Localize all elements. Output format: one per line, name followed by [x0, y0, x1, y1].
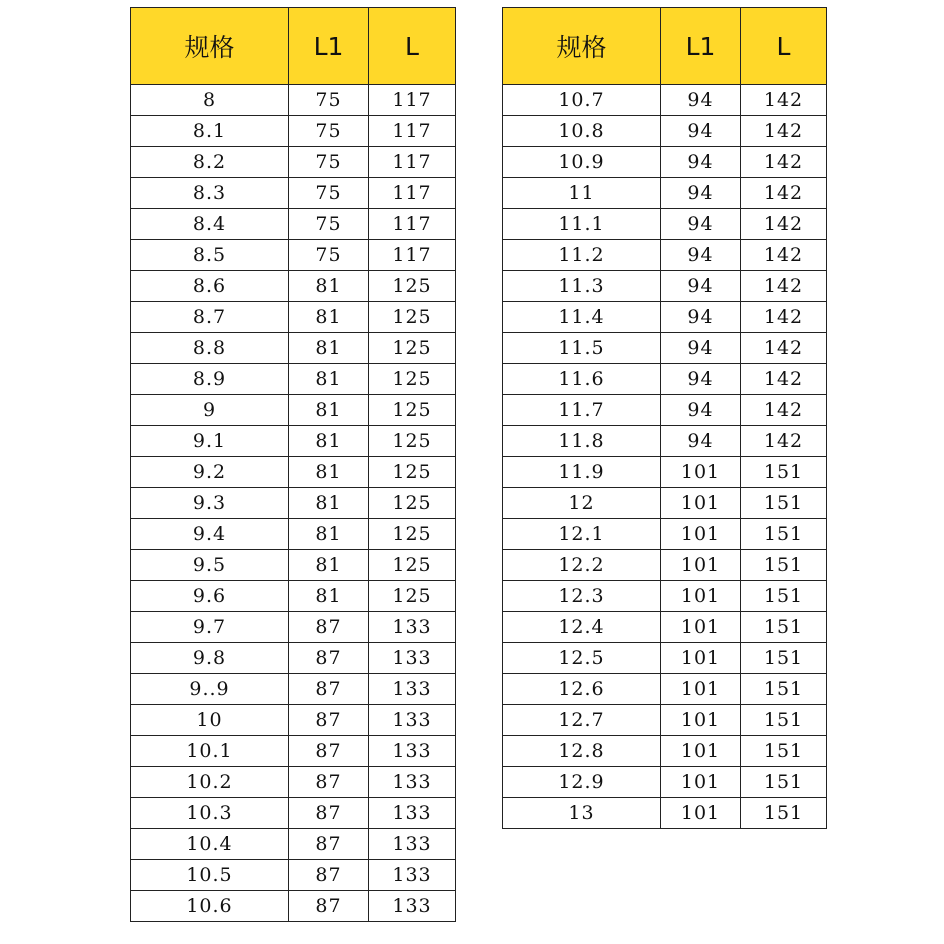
cell-l1: 87	[289, 674, 369, 705]
cell-spec: 12.3	[503, 581, 661, 612]
cell-l: 133	[369, 643, 456, 674]
cell-l: 125	[369, 302, 456, 333]
table-row	[503, 147, 827, 178]
table-row	[131, 302, 456, 333]
cell-l: 151	[741, 550, 827, 581]
cell-l: 142	[741, 147, 827, 178]
cell-l: 125	[369, 395, 456, 426]
cell-l: 117	[369, 209, 456, 240]
cell-spec: 11.1	[503, 209, 661, 240]
cell-spec: 9.2	[131, 457, 289, 488]
cell-l: 133	[369, 891, 456, 922]
table-row	[131, 333, 456, 364]
cell-spec: 9.3	[131, 488, 289, 519]
table-row	[131, 426, 456, 457]
cell-spec: 8.1	[131, 116, 289, 147]
table-row	[503, 178, 827, 209]
cell-spec: 11.5	[503, 333, 661, 364]
table-row	[503, 240, 827, 271]
cell-l1: 101	[661, 581, 741, 612]
table-row	[503, 550, 827, 581]
cell-spec: 10.9	[503, 147, 661, 178]
table-row	[131, 581, 456, 612]
cell-spec: 8.2	[131, 147, 289, 178]
cell-spec: 12.4	[503, 612, 661, 643]
table-row	[503, 488, 827, 519]
cell-l: 125	[369, 426, 456, 457]
cell-l: 125	[369, 519, 456, 550]
cell-l: 142	[741, 209, 827, 240]
cell-spec: 10.5	[131, 860, 289, 891]
cell-l: 151	[741, 767, 827, 798]
cell-l1: 87	[289, 829, 369, 860]
table-row	[503, 302, 827, 333]
table-row	[503, 705, 827, 736]
cell-l: 125	[369, 333, 456, 364]
cell-l: 125	[369, 457, 456, 488]
cell-spec: 9.8	[131, 643, 289, 674]
table-body-right	[503, 85, 827, 829]
table-row	[131, 209, 456, 240]
cell-l: 151	[741, 798, 827, 829]
cell-l1: 81	[289, 302, 369, 333]
table-row	[131, 116, 456, 147]
cell-l1: 101	[661, 674, 741, 705]
header-spec: 规格	[503, 8, 661, 85]
cell-spec: 12.2	[503, 550, 661, 581]
cell-l: 151	[741, 705, 827, 736]
cell-l1: 87	[289, 891, 369, 922]
cell-l: 151	[741, 581, 827, 612]
cell-spec: 12.5	[503, 643, 661, 674]
header-l: L	[369, 8, 456, 85]
table-row	[131, 829, 456, 860]
cell-l: 133	[369, 798, 456, 829]
header-spec: 规格	[131, 8, 289, 85]
cell-spec: 8.3	[131, 178, 289, 209]
cell-l1: 87	[289, 860, 369, 891]
cell-spec: 8.6	[131, 271, 289, 302]
table-row	[131, 488, 456, 519]
header-l1: L1	[289, 8, 369, 85]
cell-l1: 94	[661, 426, 741, 457]
cell-spec: 9	[131, 395, 289, 426]
cell-l: 125	[369, 271, 456, 302]
table-row	[503, 333, 827, 364]
cell-spec: 13	[503, 798, 661, 829]
cell-l1: 81	[289, 519, 369, 550]
cell-spec: 10.6	[131, 891, 289, 922]
cell-l1: 81	[289, 550, 369, 581]
cell-l1: 94	[661, 302, 741, 333]
cell-l1: 87	[289, 798, 369, 829]
cell-l1: 101	[661, 767, 741, 798]
cell-spec: 8.8	[131, 333, 289, 364]
table-row	[131, 519, 456, 550]
table-row	[503, 767, 827, 798]
cell-spec: 9.1	[131, 426, 289, 457]
cell-l1: 94	[661, 147, 741, 178]
cell-spec: 11.3	[503, 271, 661, 302]
cell-spec: 11.4	[503, 302, 661, 333]
cell-spec: 8.9	[131, 364, 289, 395]
cell-spec: 9..9	[131, 674, 289, 705]
table-row	[131, 395, 456, 426]
cell-spec: 10.3	[131, 798, 289, 829]
spec-table-right	[502, 7, 827, 829]
cell-l: 117	[369, 116, 456, 147]
cell-l1: 75	[289, 178, 369, 209]
cell-l1: 81	[289, 488, 369, 519]
cell-l1: 81	[289, 333, 369, 364]
cell-l1: 101	[661, 736, 741, 767]
table-row	[503, 612, 827, 643]
header-l: L	[741, 8, 827, 85]
cell-l: 133	[369, 829, 456, 860]
cell-l: 142	[741, 116, 827, 147]
cell-spec: 9.6	[131, 581, 289, 612]
cell-l1: 94	[661, 395, 741, 426]
cell-l: 142	[741, 364, 827, 395]
cell-l1: 87	[289, 612, 369, 643]
cell-l: 133	[369, 705, 456, 736]
table-row	[131, 178, 456, 209]
cell-spec: 9.4	[131, 519, 289, 550]
cell-l: 142	[741, 178, 827, 209]
table-row	[131, 705, 456, 736]
cell-l: 133	[369, 767, 456, 798]
cell-l1: 81	[289, 426, 369, 457]
cell-spec: 12	[503, 488, 661, 519]
cell-l1: 94	[661, 116, 741, 147]
table-header-row	[503, 8, 827, 85]
cell-l1: 94	[661, 333, 741, 364]
cell-l: 117	[369, 178, 456, 209]
cell-l1: 81	[289, 364, 369, 395]
cell-l1: 94	[661, 85, 741, 116]
header-l1: L1	[661, 8, 741, 85]
cell-l1: 75	[289, 147, 369, 178]
table-row	[503, 519, 827, 550]
table-row	[131, 736, 456, 767]
table-body-left	[131, 85, 456, 922]
cell-spec: 11	[503, 178, 661, 209]
cell-l1: 75	[289, 240, 369, 271]
cell-spec: 8.4	[131, 209, 289, 240]
table-row	[131, 798, 456, 829]
table-row	[503, 85, 827, 116]
cell-l: 151	[741, 736, 827, 767]
table-row	[131, 767, 456, 798]
cell-l1: 94	[661, 209, 741, 240]
table-header-row	[131, 8, 456, 85]
table-row	[131, 457, 456, 488]
cell-l1: 101	[661, 519, 741, 550]
cell-l1: 101	[661, 798, 741, 829]
table-row	[131, 85, 456, 116]
cell-l: 151	[741, 612, 827, 643]
cell-l: 151	[741, 488, 827, 519]
cell-spec: 11.2	[503, 240, 661, 271]
cell-spec: 8.5	[131, 240, 289, 271]
cell-l: 125	[369, 364, 456, 395]
table-row	[131, 643, 456, 674]
cell-l: 117	[369, 85, 456, 116]
cell-l: 133	[369, 736, 456, 767]
cell-l: 117	[369, 240, 456, 271]
cell-l: 142	[741, 395, 827, 426]
cell-l1: 101	[661, 705, 741, 736]
cell-spec: 10.1	[131, 736, 289, 767]
cell-spec: 11.8	[503, 426, 661, 457]
cell-l: 142	[741, 426, 827, 457]
table-row	[131, 612, 456, 643]
cell-l: 125	[369, 488, 456, 519]
cell-spec: 11.9	[503, 457, 661, 488]
table-row	[503, 798, 827, 829]
cell-l1: 75	[289, 116, 369, 147]
cell-spec: 12.8	[503, 736, 661, 767]
table-row	[131, 674, 456, 705]
cell-l1: 101	[661, 550, 741, 581]
cell-l: 142	[741, 271, 827, 302]
cell-l1: 75	[289, 85, 369, 116]
cell-l: 151	[741, 674, 827, 705]
cell-l: 125	[369, 550, 456, 581]
cell-l1: 87	[289, 705, 369, 736]
cell-l1: 87	[289, 767, 369, 798]
cell-spec: 8.7	[131, 302, 289, 333]
table-row	[503, 736, 827, 767]
cell-spec: 9.7	[131, 612, 289, 643]
table-row	[131, 860, 456, 891]
cell-spec: 11.6	[503, 364, 661, 395]
cell-l1: 81	[289, 457, 369, 488]
cell-l: 142	[741, 240, 827, 271]
cell-spec: 10.2	[131, 767, 289, 798]
cell-l1: 94	[661, 271, 741, 302]
cell-l: 151	[741, 519, 827, 550]
table-row	[131, 147, 456, 178]
table-row	[503, 271, 827, 302]
cell-l1: 101	[661, 612, 741, 643]
table-row	[503, 209, 827, 240]
cell-spec: 12.1	[503, 519, 661, 550]
cell-l1: 75	[289, 209, 369, 240]
cell-spec: 12.6	[503, 674, 661, 705]
cell-spec: 10	[131, 705, 289, 736]
cell-l1: 101	[661, 488, 741, 519]
table-row	[503, 674, 827, 705]
table-row	[503, 364, 827, 395]
table-row	[131, 550, 456, 581]
table-row	[131, 364, 456, 395]
cell-l: 151	[741, 643, 827, 674]
table-row	[503, 643, 827, 674]
table-row	[131, 240, 456, 271]
cell-l1: 81	[289, 395, 369, 426]
cell-l1: 101	[661, 457, 741, 488]
table-row	[503, 457, 827, 488]
cell-spec: 9.5	[131, 550, 289, 581]
cell-l: 133	[369, 612, 456, 643]
table-row	[503, 116, 827, 147]
cell-l1: 87	[289, 643, 369, 674]
table-row	[131, 271, 456, 302]
cell-spec: 8	[131, 85, 289, 116]
cell-spec: 11.7	[503, 395, 661, 426]
cell-spec: 10.4	[131, 829, 289, 860]
cell-l1: 87	[289, 736, 369, 767]
cell-l: 142	[741, 333, 827, 364]
cell-spec: 12.7	[503, 705, 661, 736]
cell-l1: 94	[661, 364, 741, 395]
cell-l1: 101	[661, 643, 741, 674]
cell-l1: 81	[289, 581, 369, 612]
cell-l: 142	[741, 302, 827, 333]
cell-l1: 94	[661, 178, 741, 209]
cell-spec: 12.9	[503, 767, 661, 798]
table-row	[503, 426, 827, 457]
table-row	[503, 581, 827, 612]
table-row	[503, 395, 827, 426]
spec-table-left	[130, 7, 456, 922]
cell-l: 133	[369, 674, 456, 705]
cell-l: 125	[369, 581, 456, 612]
cell-l: 142	[741, 85, 827, 116]
cell-l: 133	[369, 860, 456, 891]
table-row	[131, 891, 456, 922]
cell-spec: 10.8	[503, 116, 661, 147]
cell-l: 117	[369, 147, 456, 178]
cell-l1: 81	[289, 271, 369, 302]
cell-l1: 94	[661, 240, 741, 271]
cell-l: 151	[741, 457, 827, 488]
cell-spec: 10.7	[503, 85, 661, 116]
